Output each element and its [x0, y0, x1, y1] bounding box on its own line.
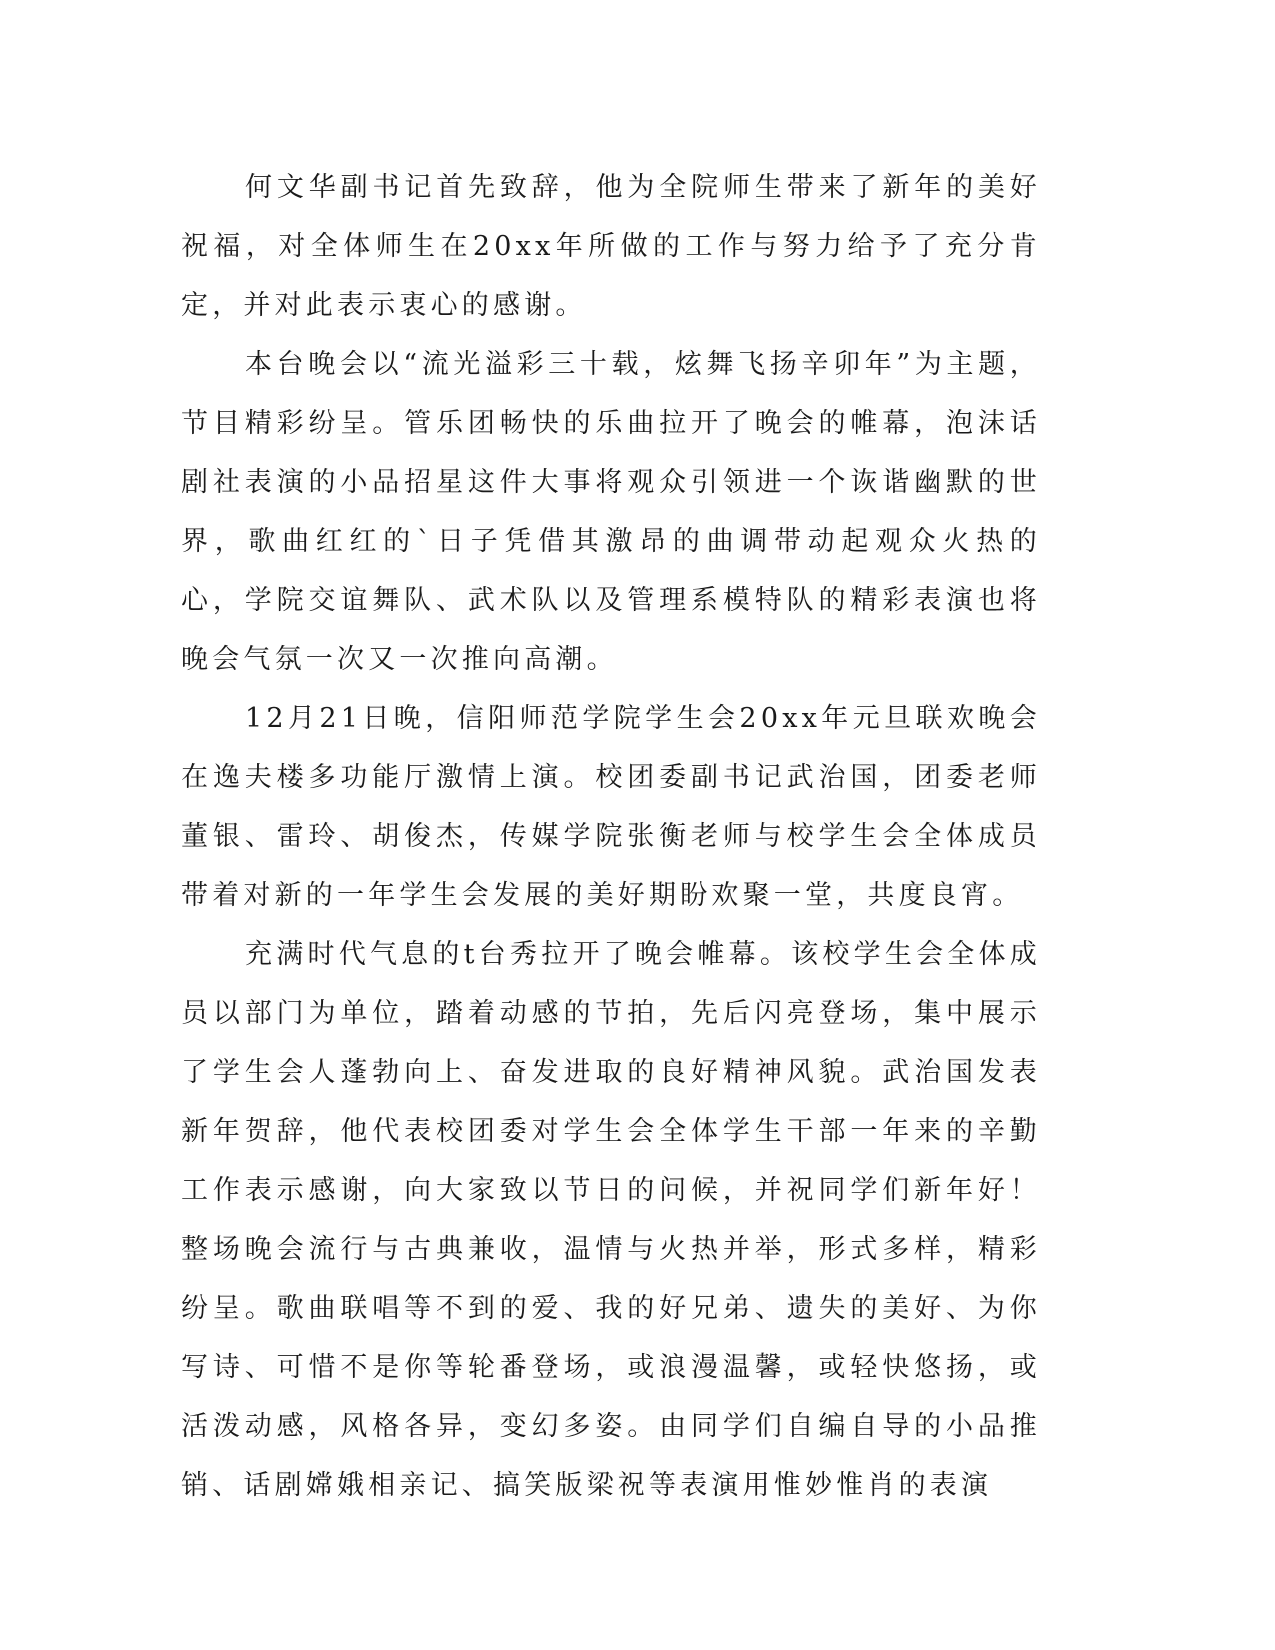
paragraph-new-year-gala: 12月21日晚，信阳师范学院学生会20xx年元旦联欢晚会在逸夫楼多功能厅激情上演。校团委副书记武治国，团委老师董银、雷玲、胡俊杰，传媒学院张衡老师与校学生会全体成员带着对新的一年学生会发展的美好期盼欢聚一堂，共度良宵。: [181, 703, 1041, 911]
document-body: [181, 158, 1041, 1515]
paragraph-gala-theme: 本台晚会以“流光溢彩三十载，炫舞飞扬辛卯年”为主题，节目精彩纷呈。管乐团畅快的乐曲拉开了晚会的帷幕，泡沫话剧社表演的小品招星这件大事将观众引领进一个诙谐幽默的世界，歌曲红红的`日子凭借其激昂的曲调带动起观众火热的心，学院交谊舞队、武术队以及管理系模特队的精彩表演也将晚会气氛一次又一次推向高潮。: [181, 349, 1041, 675]
paragraph-opening-speech: 何文华副书记首先致辞，他为全院师生带来了新年的美好祝福，对全体师生在20xx年所做的工作与努力给予了充分肯定，并对此表示衷心的感谢。: [181, 172, 1041, 321]
paragraph-performances: 充满时代气息的t台秀拉开了晚会帷幕。该校学生会全体成员以部门为单位，踏着动感的节拍，先后闪亮登场，集中展示了学生会人蓬勃向上、奋发进取的良好精神风貌。武治国发表新年贺辞，他代表校团委对学生会全体学生干部一年来的辛勤工作表示感谢，向大家致以节日的问候，并祝同学们新年好！整场晚会流行与古典兼收，温情与火热并举，形式多样，精彩纷呈。歌曲联唱等不到的爱、我的好兄弟、遗失的美好、为你写诗、可惜不是你等轮番登场，或浪漫温馨，或轻快悠扬，或活泼动感，风格各异，变幻多姿。由同学们自编自导的小品推销、话剧嫦娥相亲记、搞笑版梁祝等表演用惟妙惟肖的表演: [181, 939, 1041, 1501]
